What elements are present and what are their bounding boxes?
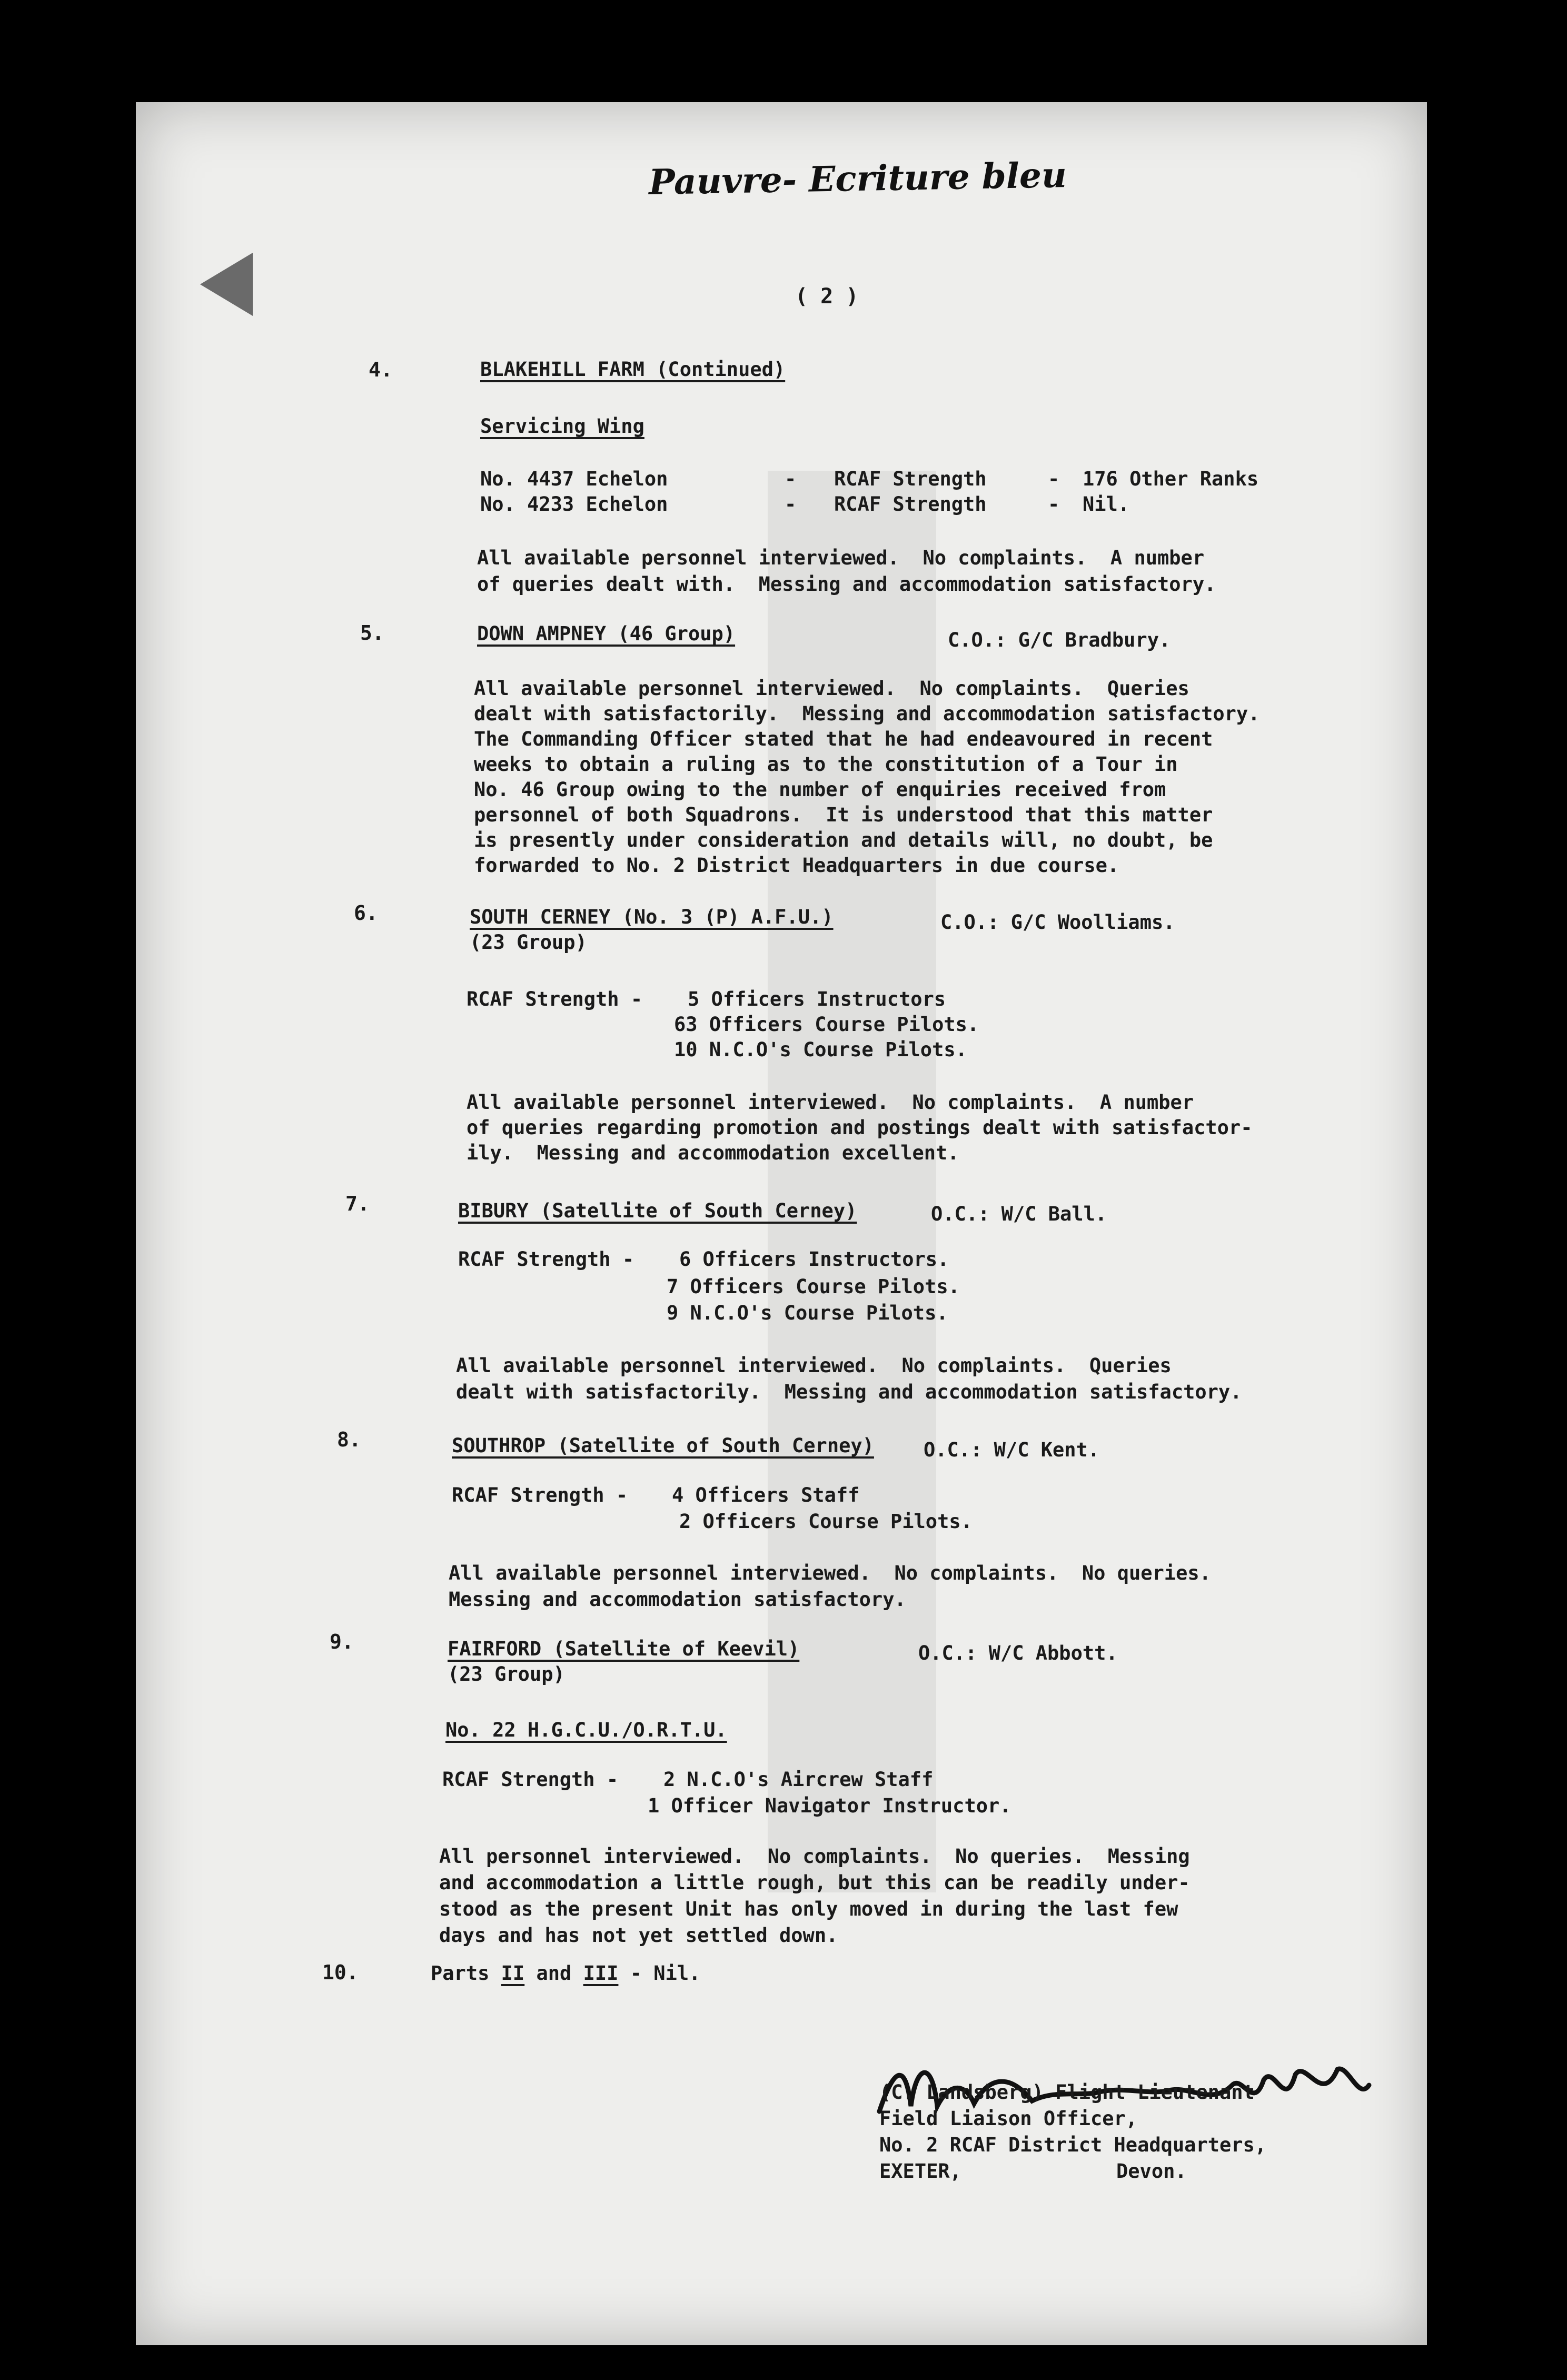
strength-line: 63 Officers Course Pilots. (674, 1013, 979, 1036)
body-line: stood as the present Unit has only moved in during the last few (439, 1898, 1178, 1920)
strength-label: RCAF Strength - (452, 1484, 628, 1506)
strength-line: 6 Officers Instructors. (679, 1248, 949, 1271)
section-heading: SOUTH CERNEY (No. 3 (P) A.F.U.) (470, 906, 834, 928)
section-number: 8. (337, 1428, 361, 1451)
body-line: All available personnel interviewed. No complaints. A number (477, 547, 1205, 569)
section-number: 10. (322, 1961, 359, 1984)
commanding-officer: O.C.: W/C Kent. (924, 1439, 1100, 1461)
section-heading: FAIRFORD (Satellite of Keevil) (448, 1638, 800, 1660)
section-subheading: Servicing Wing (480, 415, 644, 438)
body-line: of queries regarding promotion and postings dealt with satisfactor- (467, 1116, 1253, 1139)
table-cell: - (1048, 493, 1060, 515)
body-line: and accommodation a little rough, but this can be readily under- (439, 1871, 1190, 1894)
signatory-county: Devon. (1116, 2160, 1187, 2183)
body-line: forwarded to No. 2 District Headquarters in due course. (474, 854, 1119, 877)
strength-line: 5 Officers Instructors (688, 988, 946, 1010)
document-page (136, 102, 1427, 2345)
section-group: (23 Group) (470, 931, 587, 954)
strength-line: 2 N.C.O's Aircrew Staff (663, 1768, 934, 1791)
commanding-officer: C.O.: G/C Bradbury. (948, 629, 1171, 651)
body-line: All available personnel interviewed. No complaints. Queries (474, 677, 1189, 700)
section-heading: BIBURY (Satellite of South Cerney) (458, 1199, 857, 1222)
body-line: days and has not yet settled down. (439, 1924, 838, 1947)
folded-corner-mark (195, 247, 258, 321)
strength-line: 10 N.C.O's Course Pilots. (674, 1038, 967, 1061)
section-subheading: No. 22 H.G.C.U./O.R.T.U. (445, 1719, 727, 1741)
signatory-city: EXETER, (879, 2160, 961, 2183)
body-line: All available personnel interviewed. No complaints. No queries. (449, 1562, 1211, 1584)
signatory-title: Field Liaison Officer, (879, 2107, 1138, 2130)
strength-line: 7 Officers Course Pilots. (667, 1275, 960, 1298)
commanding-officer: C.O.: G/C Woolliams. (940, 911, 1175, 934)
section-number: 6. (354, 901, 378, 925)
table-cell: RCAF Strength (834, 493, 987, 515)
body-line: dealt with satisfactorily. Messing and accommodation satisfactory. (456, 1381, 1242, 1403)
table-cell: - (1048, 468, 1060, 490)
body-line: All available personnel interviewed. No complaints. Queries (456, 1354, 1172, 1377)
section-number: 7. (345, 1192, 370, 1215)
table-cell: - (785, 468, 797, 490)
section-heading: SOUTHROP (Satellite of South Cerney) (452, 1434, 874, 1457)
body-line: weeks to obtain a ruling as to the constitution of a Tour in (474, 753, 1178, 776)
commanding-officer: O.C.: W/C Ball. (931, 1203, 1107, 1225)
strength-label: RCAF Strength - (458, 1248, 634, 1271)
section-number: 9. (330, 1630, 354, 1653)
strength-label: RCAF Strength - (467, 988, 643, 1010)
table-cell: No. 4437 Echelon (480, 468, 668, 490)
section-number: 4. (369, 358, 393, 381)
body-line: The Commanding Officer stated that he had endeavoured in recent (474, 728, 1213, 750)
section-heading: DOWN AMPNEY (46 Group) (477, 622, 736, 645)
section-number: 5. (360, 621, 384, 644)
section-group: (23 Group) (448, 1663, 565, 1685)
table-cell: Nil. (1083, 493, 1130, 515)
strength-line: 2 Officers Course Pilots. (679, 1510, 973, 1533)
table-cell: RCAF Strength (834, 468, 987, 490)
body-line: All personnel interviewed. No complaints. No queries. Messing (439, 1845, 1190, 1868)
strength-line: 4 Officers Staff (672, 1484, 860, 1506)
page-number: ( 2 ) (795, 284, 859, 309)
strength-label: RCAF Strength - (442, 1768, 619, 1791)
handwritten-note: Pauvre- Ecriture bleu (648, 154, 1067, 203)
body-line: is presently under consideration and details will, no doubt, be (474, 829, 1213, 851)
signatory-unit: No. 2 RCAF District Headquarters, (879, 2134, 1267, 2156)
table-cell: 176 Other Ranks (1083, 468, 1259, 490)
signatory-name: (C. Landsberg) Flight Lieutenant (879, 2081, 1255, 2104)
commanding-officer: O.C.: W/C Abbott. (918, 1642, 1118, 1664)
body-line: ily. Messing and accommodation excellent. (467, 1142, 959, 1164)
body-line: of queries dealt with. Messing and accommodation satisfactory. (477, 573, 1216, 596)
strength-line: 1 Officer Navigator Instructor. (648, 1794, 1011, 1817)
table-cell: - (785, 493, 797, 515)
body-line: Messing and accommodation satisfactory. (449, 1588, 906, 1611)
body-line: No. 46 Group owing to the number of enquiries received from (474, 778, 1166, 801)
body-line: All available personnel interviewed. No complaints. A number (467, 1091, 1194, 1114)
body-line: dealt with satisfactorily. Messing and accommodation satisfactory. (474, 702, 1260, 725)
body-line: personnel of both Squadrons. It is understood that this matter (474, 804, 1213, 826)
section-heading: BLAKEHILL FARM (Continued) (480, 358, 786, 381)
table-cell: No. 4233 Echelon (480, 493, 668, 515)
parts-line: Parts II and III - Nil. (431, 1962, 701, 1985)
strength-line: 9 N.C.O's Course Pilots. (667, 1302, 948, 1324)
